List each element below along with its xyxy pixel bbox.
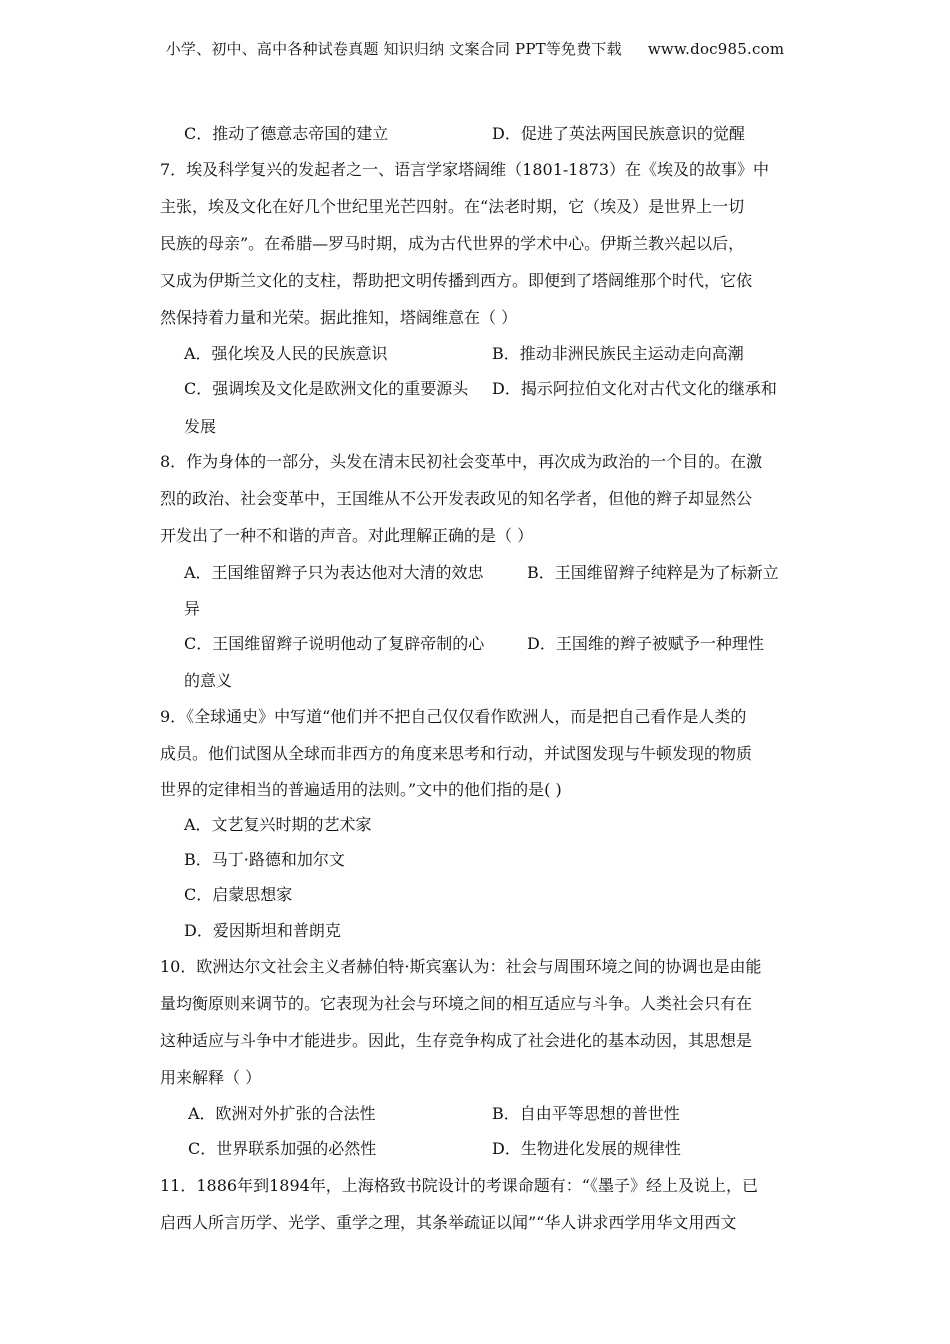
header-url[interactable]: www.doc985.com [647,40,785,58]
q9-option-c: C．启蒙思想家 [184,885,293,904]
q10-option-b: B．自由平等思想的普世性 [492,1104,680,1123]
q8-option-c: C．王国维留辫子说明他动了复辟帝制的心 [184,634,485,653]
q7-stem-line-1: 7．埃及科学复兴的发起者之一、语言学家塔阔维（1801-1873）在《埃及的故事》中 [160,160,770,179]
q7-option-c: C．强调埃及文化是欧洲文化的重要源头 [184,379,469,398]
q8-option-d-cont: 的意义 [184,671,233,690]
q10-option-c: C．世界联系加强的必然性 [188,1139,377,1158]
q8-stem-line-1: 8．作为身体的一部分，头发在清末民初社会变革中，再次成为政治的一个目的。在激 [160,452,763,471]
q8-stem-line-3: 开发出了一种不和谐的声音。对此理解正确的是（ ） [160,526,534,545]
q7-option-a: A．强化埃及人民的民族意识 [184,344,388,363]
q9-stem-line-2: 成员。他们试图从全球而非西方的角度来思考和行动，并试图发现与牛顿发现的物质 [160,744,753,763]
q11-stem-line-2: 启西人所言历学、光学、重学之理，其条举疏证以闻”“华人讲求西学用华文用西文 [160,1213,737,1232]
q10-stem-line-2: 量均衡原则来调节的。它表现为社会与环境之间的相互适应与斗争。人类社会只有在 [160,994,753,1013]
q9-option-d: D．爱因斯坦和普朗克 [184,921,341,940]
q8-stem-line-2: 烈的政治、社会变革中，王国维从不公开发表政见的知名学者，但他的辫子却显然公 [160,489,753,508]
q9-option-b: B．马丁·路德和加尔文 [184,850,345,869]
q11-stem-line-1: 11．1886年到1894年，上海格致书院设计的考课命题有：“《墨子》经上及说上，已 [160,1176,758,1195]
q8-option-b-cont: 异 [184,599,201,618]
header-text: 小学、初中、高中各种试卷真题 知识归纳 文案合同 PPT等免费下载 [165,40,622,58]
q7-stem-line-5: 然保持着力量和光荣。据此推知，塔阔维意在（ ） [160,308,518,327]
q6-option-d: D．促进了英法两国民族意识的觉醒 [492,124,745,143]
q7-stem-line-3: 民族的母亲”。在希腊—罗马时期，成为古代世界的学术中心。伊斯兰教兴起以后， [160,234,745,253]
q10-option-a: A．欧洲对外扩张的合法性 [188,1104,376,1123]
q8-option-a: A．王国维留辫子只为表达他对大清的效忠 [184,563,484,582]
q7-option-b: B．推动非洲民族民主运动走向高潮 [492,344,744,363]
q8-option-b: B．王国维留辫子纯粹是为了标新立 [527,563,779,582]
q10-stem-line-4: 用来解释（ ） [160,1068,262,1087]
q10-stem-line-1: 10．欧洲达尔文社会主义者赫伯特·斯宾塞认为：社会与周围环境之间的协调也是由能 [160,957,762,976]
page-header [0,38,950,59]
q7-option-d: D．揭示阿拉伯文化对古代文化的继承和 [492,379,777,398]
q9-stem-line-3: 世界的定律相当的普遍适用的法则。”文中的他们指的是( ) [160,780,562,799]
q10-stem-line-3: 这种适应与斗争中才能进步。因此，生存竞争构成了社会进化的基本动因，其思想是 [160,1031,753,1050]
q9-option-a: A．文艺复兴时期的艺术家 [184,815,372,834]
q7-stem-line-2: 主张，埃及文化在好几个世纪里光芒四射。在“法老时期，它（埃及）是世界上一切 [160,197,745,216]
q9-stem-line-1: 9．《全球通史》中写道“他们并不把自己仅仅看作欧洲人，而是把自己看作是人类的 [160,707,747,726]
q6-option-c: C．推动了德意志帝国的建立 [184,124,389,143]
q7-option-d-cont: 发展 [184,417,217,436]
q8-option-d: D．王国维的辫子被赋予一种理性 [527,634,764,653]
q7-stem-line-4: 又成为伊斯兰文化的支柱，帮助把文明传播到西方。即便到了塔阔维那个时代，它依 [160,271,753,290]
q10-option-d: D．生物进化发展的规律性 [492,1139,681,1158]
